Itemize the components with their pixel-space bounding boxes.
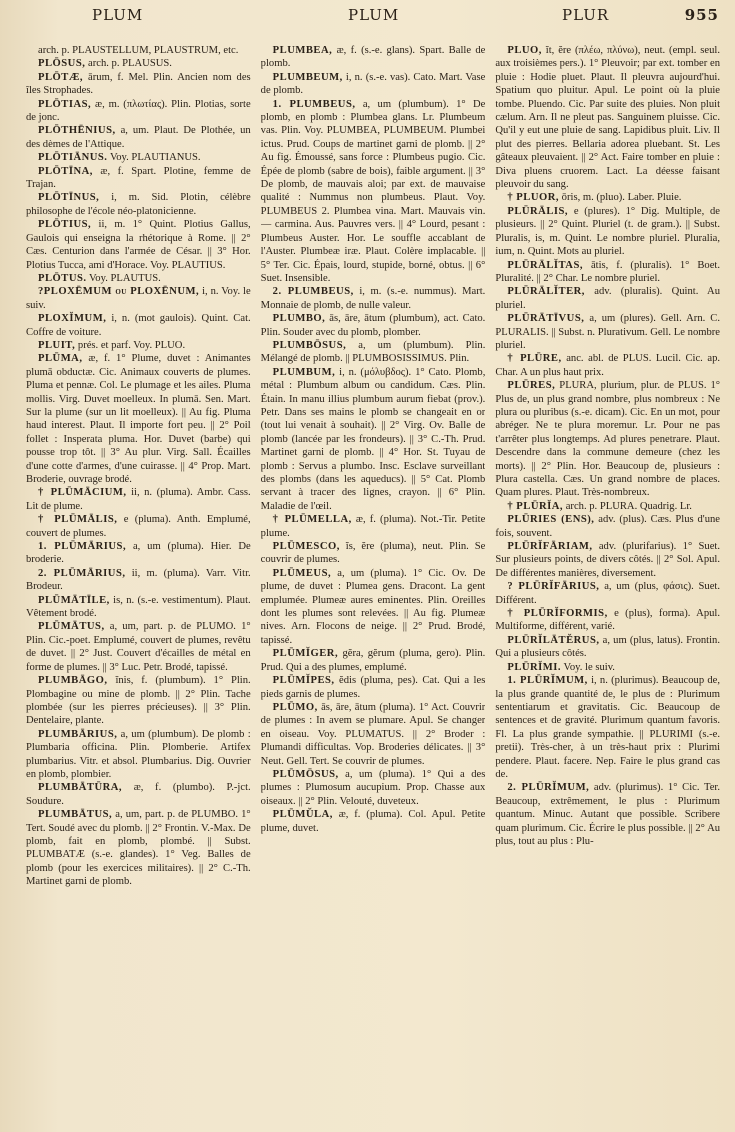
dictionary-entry: [261, 312, 486, 339]
dictionary-entry: [495, 285, 720, 312]
dictionary-entry: [495, 259, 720, 286]
dictionary-entry: [261, 71, 486, 98]
dictionary-entry: [26, 594, 251, 621]
header-right-guide-word: PLUR: [562, 6, 610, 24]
running-header: [30, 6, 719, 30]
entry-headword: 1. PLŪRĬMUM,: [507, 675, 588, 687]
entry-headword: 2. PLUMBEUS,: [272, 286, 354, 298]
entry-headword: PLŪMĬGER,: [272, 648, 339, 660]
entry-definition: ās, āre, ātum (plumbum), act. Cato. Plin. Souder avec du plomb, plomber.: [260, 313, 486, 338]
dictionary-entry: [495, 500, 720, 513]
dictionary-entry: [261, 513, 486, 540]
entry-headword: PLŌSUS,: [38, 58, 86, 70]
entry-headword: 2. PLŪRĬMUM,: [507, 782, 590, 794]
dictionary-entry: [26, 71, 251, 98]
entry-headword: PLŪRES,: [507, 380, 556, 392]
entry-headword: † PLŪRĬA,: [507, 500, 564, 512]
entry-definition: gĕra, gĕrum (pluma, gero). Plin. Prud. Qui a des plumes, emplumé.: [260, 648, 486, 673]
entry-definition: arch. p. PLURA. Quadrig. Lr.: [565, 500, 692, 512]
dictionary-entry: [26, 808, 251, 888]
entry-headword: PLŪMĀTĪLE,: [38, 594, 110, 606]
entry-definition: ĕdis (pluma, pes). Cat. Qui a les pieds garnis de plumes.: [260, 675, 486, 700]
entry-definition: e (plus), forma). Apul. Multiforme, différent, varié.: [495, 608, 721, 633]
entry-definition: adv. (plus). Cæs. Plus d'une fois, souvent.: [495, 514, 721, 539]
dictionary-entry: [26, 620, 251, 674]
entry-definition: i, n. Voy. le suiv.: [26, 286, 251, 311]
dictionary-entry: [26, 513, 251, 540]
dictionary-entry: [26, 218, 251, 272]
entry-headword: PLŪMO,: [272, 701, 318, 713]
dictionary-entry: [261, 366, 486, 513]
entry-definition: Voy. PLAUTIANUS.: [109, 152, 201, 164]
entry-definition: ii, m. (pluma). Varr. Vitr. Brodeur.: [26, 567, 251, 593]
dictionary-entry: [495, 781, 720, 848]
entry-headword: PLŪRIES (ENS),: [507, 514, 595, 526]
entry-definition: i, n. (plurimus). Beaucoup de, la plus grande quantité de, le plus de : Plurimum sententiarum et gravitatis. Cic. Beaucoup de sentences et de gravité. Plurimum quantum favoris. Fl. La plus grande sympathie. || PLURIMI (s.-e. pretii). Très-cher, à un très-haut prix : Plurimi pendere. Plaut. facere. Nep. Faire le plus grand cas de.: [495, 675, 721, 780]
entry-headword: PLŌTĪNUS,: [38, 192, 100, 204]
entry-headword: † PLUOR,: [507, 192, 560, 204]
entry-definition: æ, f. (pluma). Col. Apul. Petite plume, duvet.: [260, 809, 486, 834]
dictionary-entry: [495, 540, 720, 580]
entry-definition: adv. (plurifarius). 1° Suet. Sur plusieurs points, de divers côtés. || 2° Sol. Apul. De différentes manières, diversement.: [495, 541, 721, 579]
entry-definition: arch. p. PLAUSTELLUM, PLAUSTRUM, etc.: [38, 45, 239, 56]
entry-definition: ii, m. 1° Quint. Plotius Gallus, Gaulois qui enseigna la rhétorique à Rome. || 2° Cæs. Centurion dans l'armée de César. || 3° Hor. Plotius Tucca, ami d'Horace. Voy. PLAUTIUS.: [26, 219, 251, 271]
entry-headword: PLŪMĬPES,: [272, 675, 335, 687]
header-center-guide-word: PLUM: [348, 6, 400, 24]
dictionary-entry: [261, 285, 486, 312]
entry-headword: PLŪMESCO,: [272, 541, 340, 553]
entry-headword: PLŪRĀLĬTER,: [507, 286, 585, 298]
header-left-guide-word: PLUM: [92, 6, 144, 24]
dictionary-entry: [26, 486, 251, 513]
entry-definition: a, um, part. p. de PLUMBO. 1° Tert. Soudé avec du plomb. || 2° Frontin. V.-Max. De plomb, fait en plomb, plombé. || Subst. PLUMBATÆ (s.-e. glandes). 1° Veg. Balles de plomb (pour les exercices militaires). || 2° C.-Th. Martinet garni de plomb.: [26, 809, 251, 888]
entry-definition: i, m. Sid. Plotin, célèbre philosophe de l'école néo-platonicienne.: [26, 192, 251, 217]
entry-headword: PLUMBŌSUS,: [272, 339, 347, 351]
page-number: 955: [684, 6, 719, 24]
entry-headword: † PLŪRE,: [507, 353, 562, 365]
entry-headword: 1. PLŪMĀRIUS,: [38, 541, 127, 553]
entry-headword: PLUMBĀGO,: [38, 675, 108, 687]
entry-headword: PLŌTHĒNIUS,: [38, 125, 116, 137]
entry-headword: PLUO,: [507, 45, 542, 56]
entry-headword: 1. PLUMBEUS,: [272, 98, 356, 110]
entry-headword: PLŪMŌSUS,: [272, 768, 339, 780]
dictionary-entry: [26, 44, 251, 57]
dictionary-entry: [495, 312, 720, 352]
entry-headword: PLUIT,: [38, 339, 76, 351]
entry-headword: PLŪRĬMI.: [507, 661, 562, 673]
entry-headword: PLŪMĀTUS,: [38, 621, 105, 633]
entry-definition: anc. abl. de PLUS. Lucil. Cic. ap. Char. A un plus haut prix.: [495, 353, 721, 378]
entry-definition: a, um (pluma). 1° Qui a des plumes : Plumosum aucupium. Prop. Chasse aux oiseaux. || 2° Plin. Velouté, duveteux.: [260, 768, 486, 807]
dictionary-entry: [495, 205, 720, 259]
entry-definition: i, m. (s.-e. nummus). Mart. Monnaie de plomb, de nulle valeur.: [260, 286, 486, 311]
entry-definition: æ, f. Spart. Plotine, femme de Trajan.: [26, 165, 251, 191]
entry-headword: PLŌTIUS,: [38, 219, 92, 231]
dictionary-entry: [495, 352, 720, 379]
entry-definition: ĭt, ĕre (πλέω, πλύνω), neut. (empl. seul. aux troisièmes pers.). 1° Pleuvoir; par ext. tomber en pluie : Hodie pluet. Plaut. Il pleuvra aujourd'hui. Spatium quo pluitur. Apul. Le point où la pluie tombe. Pluendo. Cic. Par suite des pluies. Non pluit cælum. Arn. Il ne pleut pas. Sanguinem pluisse. Cic. Qu'il y eut une pluie de sang. Lapidibus pluit. Liv. Il plut des pierres. Bellaria adorea pluebant. St. Les gâteaux pleuvaient. || 2° Act. Faire tomber en pluie : Diva pluens cruorem. Lact. La déesse faisant pleuvoir du sang.: [495, 45, 721, 191]
entry-definition: a, um. Plaut. De Plothée, un des dèmes de l'Attique.: [26, 125, 251, 150]
entry-definition: ĭs, ĕre (pluma), neut. Plin. Se couvrir de plumes.: [260, 541, 486, 566]
entry-definition: ās, āre, ātum (pluma). 1° Act. Couvrir de plumes : In avem se plumare. Apul. Se changer en oiseau. Voy. PLUMATUS. || 2° Broder : Plumandi difficultas. Vop. Broderies délicates. || 3° Neut. Gell. Tert. Se couvrir de plumes.: [260, 701, 486, 767]
entry-definition: arch. p. PLAUSUS.: [88, 58, 172, 70]
dictionary-entry: [261, 808, 486, 835]
entry-definition: æ, f. (plumbo). P.-jct. Soudure.: [26, 782, 251, 807]
dictionary-entry: [26, 339, 251, 352]
entry-definition: i, n. (mot gaulois). Quint. Cat. Coffre de voiture.: [26, 313, 251, 338]
column-1: [26, 44, 251, 1094]
entry-headword: PLŌTĪNA,: [38, 165, 93, 177]
dictionary-entry: [261, 701, 486, 768]
entry-definition: Voy. PLAUTUS.: [89, 272, 161, 284]
entry-headword: PLŪRĀLIS,: [507, 205, 569, 217]
entry-headword: PLŪRĬFĀRIAM,: [507, 541, 593, 553]
entry-headword: PLŌTUS.: [38, 272, 87, 284]
entry-headword: † PLŪMĀLIS,: [38, 514, 118, 526]
entry-definition: a, um (plumbum). De plomb : Plumbaria officina. Plin. Plomberie. Artifex plumbarius. Vitr. et absol. Plumbarius. Dig. Ouvrier en plomb, plombier.: [26, 728, 251, 780]
entry-definition: æ, f. (s.-e. glans). Spart. Balle de plomb.: [260, 45, 486, 70]
dictionary-entry: [261, 44, 486, 71]
dictionary-entry: [495, 661, 720, 674]
entry-definition: æ, m. (πλωτίας). Plin. Plotias, sorte de jonc.: [26, 98, 251, 124]
dictionary-entry: [26, 312, 251, 339]
entry-definition: æ, f. (pluma). Not.-Tir. Petite plume.: [260, 514, 486, 539]
entry-headword: PLUMBĀTUS,: [38, 809, 113, 821]
dictionary-entry: [26, 165, 251, 192]
dictionary-entry: [495, 674, 720, 781]
dictionary-entry: [495, 634, 720, 661]
column-3: [495, 44, 720, 1094]
entry-definition: a, um (plumbum). 1° De plomb, en plomb : Plumbea glans. Lr. Plumbeum vas. Plin. Voy. PLUMBEA, PLUMBEUM. Plumbei ictus. Prud. Coups de martinet garni de plomb. || 2° Au fig. Émoussé, sans force : Plumbeus pugio. Cic. Épée de plomb (sabre de bois), faible argument. || 3° De plomb, de mauvais aloi; par ext. de mauvaise qualité : Nummus non plumbeus. Plaut. Voy. PLUMBEUS 2. Plumbea vina. Mart. Mauvais vin. — carmina. Aus. Pauvres vers. || 4° Lourd, pesant : Plumbeus Auster. Hor. Le souffle accablant de l'Auster. Plumbeæ iræ. Plaut. Colère implacable. || 5° Ter. Cic. Épais, lourd, stupide, borné, obtus. || 6° Suet. Insensible.: [260, 98, 486, 284]
entry-definition: ii, n. (pluma). Ambr. Cass. Lit de plume.: [26, 487, 251, 512]
dictionary-entry: [26, 272, 251, 285]
dictionary-entry: [26, 540, 251, 567]
entry-definition: prés. et parf. Voy. PLUO.: [77, 339, 186, 351]
dictionary-entry: [26, 124, 251, 151]
dictionary-entry: [261, 647, 486, 674]
dictionary-entry: [261, 768, 486, 808]
entry-headword: † PLŪRĬFORMIS,: [507, 608, 608, 620]
entry-headword: PLŪRĀTĪVUS,: [507, 313, 585, 325]
dictionary-entry: [261, 540, 486, 567]
dictionary-entry: [26, 352, 251, 486]
dictionary-entry: [261, 567, 486, 647]
dictionary-entry: [261, 98, 486, 286]
dictionary-entry: [26, 57, 251, 70]
entry-definition: æ, f. 1° Plume, duvet : Animantes plumā obductæ. Cic. Animaux couverts de plumes. Pluma et pennæ. Col. Le plumage et les ailes. Pluma mollis. Virg. Duvet moelleux. In plumā. Sen. Mart. Sur la plume (sur un lit moelleux). || Au fig. Pluma haud interest. Plaut. Il importe fort peu. || 2° Poil follet : Insperata pluma. Hor. Duvet (barbe) qui pousse trop tôt. || 3° Au plur. Virg. Sall. Écailles d'une cotte d'armes, d'une cuirasse. || 4° Prop. Mart. Broderie, ouvrage brodé.: [26, 353, 251, 485]
entry-definition: e (plures). 1° Dig. Multiple, de plusieurs. || 2° Quint. Pluriel (t. de gram.). || Subst. Pluralis, is, m. Quint. Le nombre pluriel. Pluralia, ium, n. Quint. Mots au pluriel.: [495, 205, 721, 258]
entry-definition: ĭnis, f. (plumbum). 1° Plin. Plombagine ou mine de plomb. || 2° Plin. Tache plombée (sur les pierres précieuses). || 3° Plin. Dentelaire, plante.: [26, 675, 251, 727]
entry-definition: e (pluma). Anth. Emplumé, couvert de plumes.: [26, 514, 251, 539]
dictionary-entry: [26, 781, 251, 808]
entry-headword: PLUMBEUM,: [272, 71, 343, 83]
dictionary-entry: [495, 191, 720, 204]
entry-definition: a, um (pluma). Hier. De broderie.: [26, 541, 251, 566]
dictionary-entry: [26, 191, 251, 218]
entry-headword: PLOXĬMUM,: [38, 313, 107, 325]
entry-headword: PLŪMA,: [38, 353, 83, 365]
entry-definition: PLURA, plurium, plur. de PLUS. 1° Plus de, un plus grand nombre, plus nombreux : Ne plura ou pluribus (s.-e. dicam). Cic. En un mot, pour abréger. Ne te plura moremur. Lr. Pour ne pas t'arrêter plus longtemps. Ad plures penetrare. Plaut. Descendre dans la commune demeure (chez les morts). || 2° Plin. Hor. Beaucoup de, plusieurs : Plura castella. Cæs. Un grand nombre de places. Quam plures. Plaut. Très-nombreux.: [495, 380, 721, 499]
entry-headword: ? PLŪRĬFĀRIUS,: [507, 581, 600, 593]
entry-definition: adv. (pluralis). Quint. Au pluriel.: [495, 286, 721, 311]
dictionary-entry: [495, 580, 720, 607]
entry-headword: PLŌTIAS,: [38, 98, 92, 110]
entry-headword: PLUMBUM,: [272, 366, 336, 378]
entry-definition: a, um (plus, latus). Frontin. Qui a plusieurs côtés.: [495, 634, 721, 660]
entry-headword: PLŪRĀLĬTAS,: [507, 259, 583, 271]
entry-definition: ōris, m. (pluo). Laber. Pluie.: [561, 192, 682, 204]
entry-definition: a, um (plumbum). Plin. Mélangé de plomb. || PLUMBOSISSIMUS. Plin.: [260, 339, 486, 365]
entry-headword: PLŪRĬLĀTĔRUS,: [507, 634, 600, 646]
entry-definition: is, n. (s.-e. vestimentum). Plaut. Vêtement brodé.: [26, 594, 251, 620]
dictionary-entry: [261, 674, 486, 701]
dictionary-entry: [26, 285, 251, 312]
dictionary-entry: [495, 44, 720, 191]
dictionary-entry: [495, 513, 720, 540]
entry-headword: † PLŪMĀCIUM,: [38, 487, 127, 499]
entry-definition: i, n. (μόλυβδος). 1° Cato. Plomb, métal : Plumbum album ou candidum. Cæs. Plin. Étain. In manu illius plumbum aurum fiebat (prov.). Petr. Dans ses mains le plomb se changeait en or (tout lui venait à souhait). || 2° Virg. Ov. Balle de plomb (lancée par les frondeurs). || 3° C.-Th. Prud. Martinet garni de plomb. || 4° Hor. St. Tuyau de plomb : Servus a plumbo. Insc. Esclave surveillant des plombs (dans les aqueducs). || 5° Cat. Plomb servant à tracer des lignes, crayon. || 6° Plin. Maladie de l'œil.: [260, 366, 486, 512]
entry-definition: ātis, f. (pluralis). 1° Boet. Pluralité. || 2° Char. Le nombre pluriel.: [495, 259, 721, 284]
entry-headword: PLUMBĀTŪRA,: [38, 782, 123, 794]
entry-definition: a, um (pluma). 1° Cic. Ov. De plume, de duvet : Plumea gens. Dracont. La gent emplumée. Plumeæ aures eminentes. Plin. Oreilles dont les plumes sont relevées. || Au fig. Plumeæ nives. Arn. Flocons de neige. || 2° Prud. Brodé, tapissé.: [260, 567, 486, 646]
entry-headword: ?PLOXĒMUM ou PLOXĒNUM,: [38, 286, 200, 298]
dictionary-entry: [26, 728, 251, 782]
entry-definition: Voy. le suiv.: [563, 661, 615, 673]
entry-definition: adv. (plurimus). 1° Cic. Ter. Beaucoup, extrêmement, le plus : Plurimum quantum. Minuc. Autant que possible. Scribere quam plurimum. Cic. Écrire le plus possible. || 2° Au plus, tout au plus : Plu-: [495, 782, 721, 847]
entry-headword: PLUMBO,: [272, 313, 326, 325]
entry-headword: 2. PLŪMĀRIUS,: [38, 567, 126, 579]
entry-headword: PLŌTÆ,: [38, 71, 84, 83]
entry-headword: PLUMBĀRIUS,: [38, 728, 118, 740]
entry-definition: a, um, part. p. de PLUMO. 1° Plin. Cic.-poet. Emplumé, couvert de plumes, revêtu de duvet. || 2° Just. Couvert d'écailles de métal en forme de plumes. || 3° Luc. Petr. Brodé, tapissé.: [26, 621, 251, 673]
dictionary-entry: [26, 567, 251, 594]
entry-headword: PLŌTIĀNUS.: [38, 152, 108, 164]
dictionary-entry: [495, 607, 720, 634]
dictionary-entry: [495, 379, 720, 500]
entry-definition: i, n. (s.-e. vas). Cato. Mart. Vase de plomb.: [260, 71, 486, 97]
entry-headword: PLŪMŬLA,: [272, 809, 333, 821]
text-columns: [26, 44, 720, 1094]
column-2: [261, 44, 486, 1094]
dictionary-entry: [26, 98, 251, 125]
entry-headword: PLUMBEA,: [272, 45, 333, 56]
entry-headword: † PLŪMELLA,: [272, 514, 352, 526]
dictionary-entry: [26, 151, 251, 164]
dictionary-entry: [26, 674, 251, 728]
entry-definition: a, um (plures). Gell. Arn. C. PLURALIS. || Subst. n. Plurativum. Gell. Le nombre pluriel.: [495, 313, 721, 351]
entry-definition: ārum, f. Mel. Plin. Ancien nom des îles Strophades.: [26, 71, 251, 97]
entry-definition: a, um (plus, φάσις). Suet. Différent.: [495, 581, 720, 606]
entry-headword: PLŪMEUS,: [272, 567, 332, 579]
dictionary-entry: [261, 339, 486, 366]
